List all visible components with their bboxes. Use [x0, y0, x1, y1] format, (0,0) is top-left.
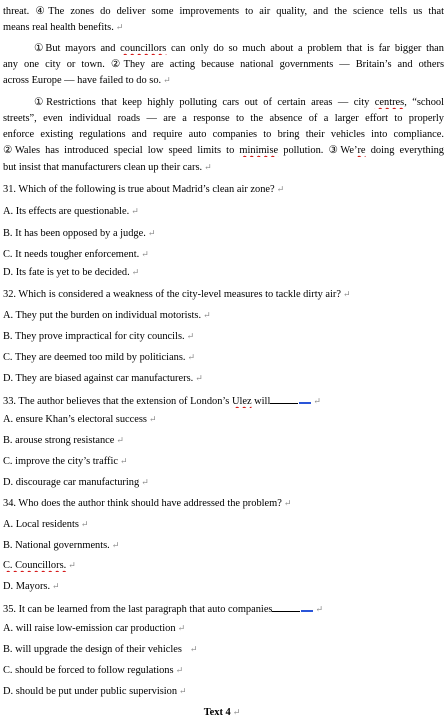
question-stem: 35. It can be learned from the last paragraph that auto companies ↵: [3, 601, 444, 616]
text-span: threat. ④The zones do deliver some improvements to air quality, and the science tells us that: [3, 6, 444, 17]
paragraph-line: [3, 5, 444, 18]
answer-option[interactable]: A. Local residents ↵: [3, 519, 89, 530]
text-span: ①Restrictions that keep highly polluting cars out of certain areas — city: [34, 97, 375, 108]
paragraph-line: [3, 144, 444, 157]
paragraph-mark-icon: ↵: [115, 22, 124, 32]
answer-option[interactable]: C. They are deemed too mild by politicians. ↵: [3, 352, 196, 363]
paragraph-line: [34, 42, 444, 55]
answer-blank-marker: [301, 601, 313, 612]
paragraph-mark-icon: ↵: [141, 249, 149, 259]
paragraph-mark-icon: ↵: [175, 665, 184, 675]
text-span: ①But mayors and: [34, 43, 121, 54]
answer-option[interactable]: D. Its fate is yet to be decided. ↵: [3, 267, 140, 278]
question-stem: 31. Which of the following is true about Madrid’s clean air zone? ↵: [3, 184, 285, 195]
text-span: can only do so much about a problem that is far bigger than: [166, 43, 444, 54]
answer-option[interactable]: A. They put the burden on individual motorists. ↵: [3, 310, 211, 321]
paragraph-mark-icon: ↵: [204, 162, 212, 172]
text-span: means real health benefits.: [3, 22, 114, 33]
paragraph-mark-icon: ↵: [179, 686, 187, 696]
paragraph-mark-icon: ↵: [232, 707, 241, 717]
answer-option[interactable]: B. National governments. ↵: [3, 540, 120, 551]
paragraph-line: [3, 112, 444, 125]
paragraph-mark-icon: ↵: [189, 644, 198, 654]
answer-option[interactable]: B. will upgrade the design of their vehicles ↵: [3, 644, 198, 655]
paragraph-line: [3, 74, 444, 87]
answer-blank-marker: [299, 393, 311, 404]
answer-option[interactable]: B. It has been opposed by a judge. ↵: [3, 228, 156, 239]
spellcheck-word: centres: [374, 97, 405, 108]
answer-option[interactable]: C. It needs tougher enforcement. ↵: [3, 249, 149, 260]
answer-blank[interactable]: [270, 394, 298, 404]
paragraph-mark-icon: ↵: [52, 581, 60, 591]
paragraph-line: [3, 21, 444, 34]
paragraph-mark-icon: ↵: [131, 267, 140, 277]
paragraph-mark-icon: ↵: [80, 519, 89, 529]
paragraph-mark-icon: ↵: [342, 289, 351, 299]
answer-option[interactable]: A. ensure Khan’s electoral success ↵: [3, 414, 157, 425]
answer-option[interactable]: D. Mayors. ↵: [3, 581, 60, 592]
text-span: but insist that manufacturers clean up their cars.: [3, 162, 203, 173]
answer-option[interactable]: A. Its effects are questionable. ↵: [3, 206, 139, 217]
paragraph-mark-icon: ↵: [148, 414, 157, 424]
paragraph-mark-icon: ↵: [68, 560, 76, 570]
answer-option[interactable]: C. improve the city’s traffic ↵: [3, 456, 128, 467]
spellcheck-word: Ulez: [231, 396, 252, 407]
paragraph-mark-icon: ↵: [116, 435, 124, 445]
answer-option[interactable]: B. They prove impractical for city councils. ↵: [3, 331, 195, 342]
answer-blank[interactable]: [272, 602, 300, 612]
paragraph-mark-icon: ↵: [141, 477, 149, 487]
paragraph-mark-icon: ↵: [186, 331, 195, 341]
paragraph-mark-icon: ↵: [131, 206, 139, 216]
paragraph-line: [3, 128, 444, 141]
paragraph-line: [34, 96, 444, 109]
paragraph-mark-icon: ↵: [163, 75, 171, 85]
paragraph-mark-icon: ↵: [119, 456, 128, 466]
paragraph-mark-icon: ↵: [111, 540, 120, 550]
text-span: pollution. ③We: [278, 145, 355, 156]
paragraph-mark-icon: ↵: [203, 310, 211, 320]
answer-option[interactable]: C. should be forced to follow regulations ↵: [3, 665, 184, 676]
paragraph-mark-icon: ↵: [177, 623, 186, 633]
section-heading: Text 4 ↵: [203, 707, 241, 718]
answer-option[interactable]: A. will raise low-emission car production ↵: [3, 623, 186, 634]
paragraph-mark-icon: ↵: [283, 498, 292, 508]
question-stem: 34. Who does the author think should have addressed the problem? ↵: [3, 498, 292, 509]
answer-option[interactable]: D. discourage car manufacturing ↵: [3, 477, 149, 488]
question-stem: 33. The author believes that the extension of London’s Ulez will ↵: [3, 393, 444, 408]
answer-option[interactable]: C. Councillors. ↵: [3, 560, 76, 571]
paragraph-mark-icon: ↵: [313, 396, 321, 406]
text-span: streets”, even individual roads — are a response to the absence of a larger effort to properly: [3, 113, 444, 124]
paragraph-line: [3, 161, 444, 174]
paragraph-mark-icon: ↵: [315, 604, 324, 614]
spellcheck-word: ’re: [354, 145, 366, 156]
spellcheck-word: minimise: [239, 145, 279, 156]
paragraph-mark-icon: ↵: [147, 228, 156, 238]
text-span: across Europe — have failed to do so.: [3, 75, 162, 86]
answer-option[interactable]: B. arouse strong resistance ↵: [3, 435, 124, 446]
text-span: enforce existing regulations and require auto companies to bring their vehicles into compliance.: [3, 129, 444, 140]
spellcheck-word: councillors: [120, 43, 167, 54]
paragraph-line: [3, 58, 444, 71]
answer-option[interactable]: D. They are biased against car manufacturers. ↵: [3, 373, 203, 384]
text-span: , “school: [404, 97, 444, 108]
question-stem: 32. Which is considered a weakness of the city-level measures to tackle dirty air? ↵: [3, 289, 351, 300]
answer-option[interactable]: D. should be put under public supervision ↵: [3, 686, 187, 697]
paragraph-mark-icon: ↵: [276, 184, 285, 194]
text-span: doing everything: [365, 145, 444, 156]
text-span: ②Wales has introduced special low speed limits to: [3, 145, 240, 156]
text-span: any one city or town. ②They are acting because national governments — Britain’s and others: [3, 59, 444, 70]
paragraph-mark-icon: ↵: [187, 352, 196, 362]
paragraph-mark-icon: ↵: [195, 373, 203, 383]
